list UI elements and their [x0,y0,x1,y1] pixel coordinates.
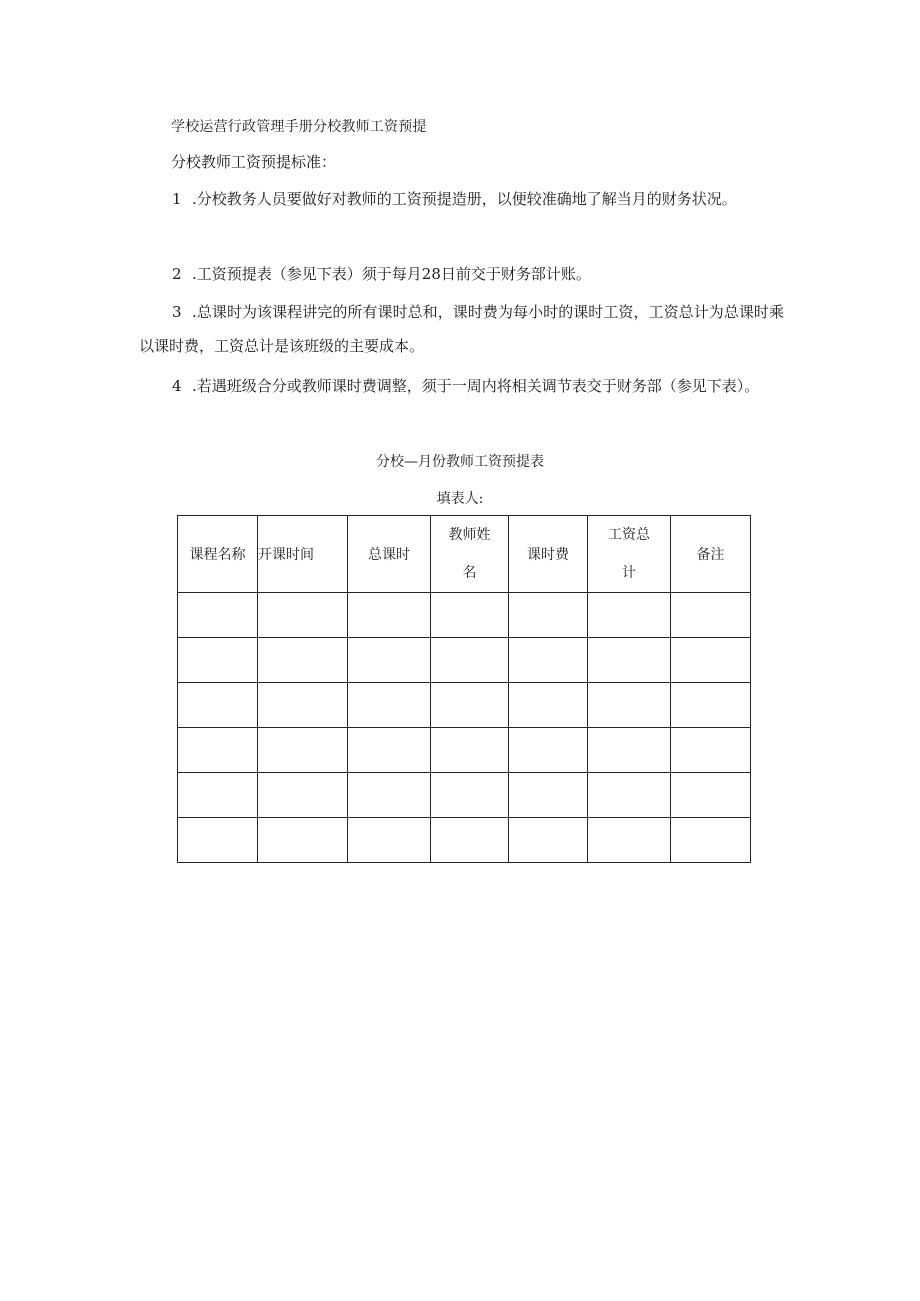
table-cell [588,773,671,818]
table-cell [509,683,588,728]
paragraph-2 [139,257,784,291]
paragraph-text: .工资预提表（参见下表）须于每月28日前交于财务部计账。 [192,265,591,283]
paragraph-number: 1 [172,190,182,208]
paragraph-1 [139,182,784,216]
table-cell [258,683,348,728]
header-hourly-fee: 课时费 [509,516,588,593]
table-cell [178,728,258,773]
table-cell [509,593,588,638]
table-cell [258,728,348,773]
table-cell [509,728,588,773]
table-cell [509,638,588,683]
paragraph-number: 4 [172,377,182,395]
table-cell [588,728,671,773]
header-salary-total-label: 工资总计 [607,527,650,581]
table-row [178,638,751,683]
table-cell [178,818,258,863]
table-cell [671,593,751,638]
table-cell [258,593,348,638]
table-row [178,818,751,863]
table-row [178,683,751,728]
paragraph-number: 3 [172,303,182,321]
table-cell [258,638,348,683]
table-header-row [178,516,751,593]
table-cell [588,593,671,638]
paragraph-3 [139,295,784,363]
table-cell [671,818,751,863]
table-cell [509,818,588,863]
table-cell [348,683,431,728]
table-cell [348,638,431,683]
table-cell [348,773,431,818]
table-cell [431,818,509,863]
table-cell [588,818,671,863]
header-teacher-name [431,516,509,593]
table-cell [671,683,751,728]
header-total-hours: 总课时 [348,516,431,593]
header-course-name: 课程名称 [178,516,258,593]
table-cell [671,728,751,773]
table-title: 分校—月份教师工资预提表 [376,454,544,470]
table-cell [431,593,509,638]
header-teacher-name-label: 教师姓名 [448,527,491,581]
table-cell [431,728,509,773]
table-cell [178,683,258,728]
table-cell [431,683,509,728]
header-salary-total [588,516,671,593]
table-cell [671,638,751,683]
section-subtitle: 分校教师工资预提标准： [171,153,337,171]
table-cell [431,773,509,818]
document-title: 学校运营行政管理手册分校教师工资预提 [171,119,427,135]
table-cell [178,593,258,638]
table-cell [671,773,751,818]
table-cell [588,638,671,683]
table-cell [348,818,431,863]
table-cell [348,593,431,638]
table-cell [588,683,671,728]
table-cell [348,728,431,773]
paragraph-text: .分校教务人员要做好对教师的工资预提造册，以便较准确地了解当月的财务状况。 [192,190,737,208]
filler-label: 填表人: [436,491,484,507]
paragraph-number: 2 [172,265,182,283]
salary-table [177,515,751,863]
header-remarks: 备注 [671,516,751,593]
paragraph-4 [139,369,784,403]
table-row [178,773,751,818]
table-cell [509,773,588,818]
table-cell [258,818,348,863]
paragraph-text: .总课时为该课程讲完的所有课时总和，课时费为每小时的课时工资，工资总计为总课时乘以课时费，工资总计是该班级的主要成本。 [139,303,784,355]
paragraph-text: .若遇班级合分或教师课时费调整，须于一周内将相关调节表交于财务部（参见下表）。 [192,377,760,395]
table-cell [258,773,348,818]
table-cell [178,638,258,683]
table-cell [178,773,258,818]
table-row [178,593,751,638]
header-start-time: 开课时间 [258,516,348,593]
table-row [178,728,751,773]
table-cell [431,638,509,683]
